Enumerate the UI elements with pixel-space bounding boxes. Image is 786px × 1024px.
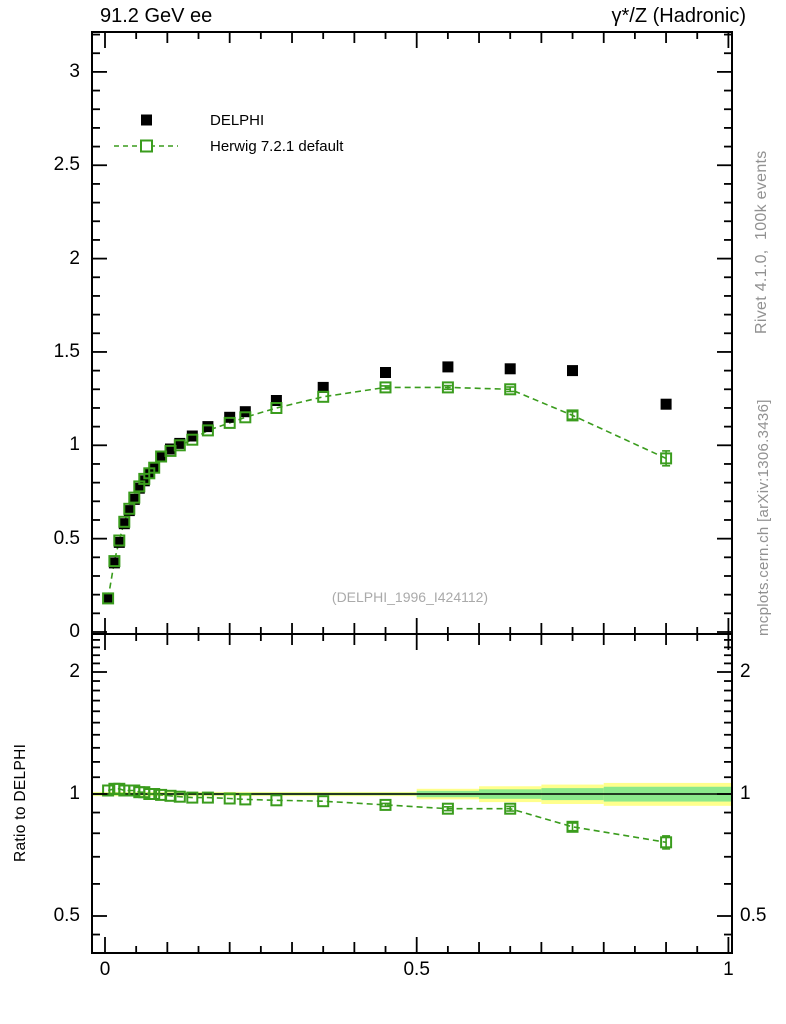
main-ytick-label: 1.5 bbox=[53, 340, 80, 362]
ratio-ytick-label-left: 1 bbox=[69, 783, 80, 804]
xtick-label: 0.5 bbox=[403, 959, 430, 980]
ratio-axis-title: Ratio to DELPHI bbox=[12, 743, 29, 862]
ratio-ytick-label-right: 1 bbox=[740, 783, 751, 804]
legend bbox=[111, 107, 343, 159]
main-ytick-label: 3 bbox=[69, 60, 80, 82]
xtick-label: 0 bbox=[99, 959, 111, 980]
rivet-version-label: Rivet 4.1.0, 100k events bbox=[753, 150, 770, 334]
watermark: (DELPHI_1996_I424112) bbox=[331, 589, 489, 605]
main-ytick-label: 2.5 bbox=[53, 154, 80, 176]
mcplots-arxiv-label: mcplots.cern.ch [arXiv:1306.3436] bbox=[755, 399, 772, 636]
legend-item-data bbox=[111, 107, 343, 133]
main-ytick-label: 0 bbox=[69, 621, 80, 642]
legend-label-data: DELPHI bbox=[210, 111, 265, 129]
plot-title-right: γ*/Z (Hadronic) bbox=[611, 5, 746, 27]
ratio-ytick-label-right: 2 bbox=[740, 661, 751, 682]
xtick-label: 1 bbox=[723, 959, 734, 980]
main-ytick-label: 1 bbox=[69, 434, 80, 456]
ratio-ytick-label-left: 0.5 bbox=[53, 905, 80, 926]
filled-square-marker-icon bbox=[111, 112, 181, 128]
dashed-open-square-marker-icon bbox=[111, 138, 181, 154]
legend-item-mc bbox=[111, 133, 343, 159]
plot-title-left: 91.2 GeV ee bbox=[100, 5, 213, 27]
legend-label-mc: Herwig 7.2.1 default bbox=[210, 137, 344, 155]
main-ytick-label: 0.5 bbox=[53, 527, 80, 549]
ratio-ytick-label-right: 0.5 bbox=[740, 905, 767, 926]
ratio-ytick-label-left: 2 bbox=[69, 661, 80, 682]
main-ytick-label: 2 bbox=[69, 247, 80, 269]
